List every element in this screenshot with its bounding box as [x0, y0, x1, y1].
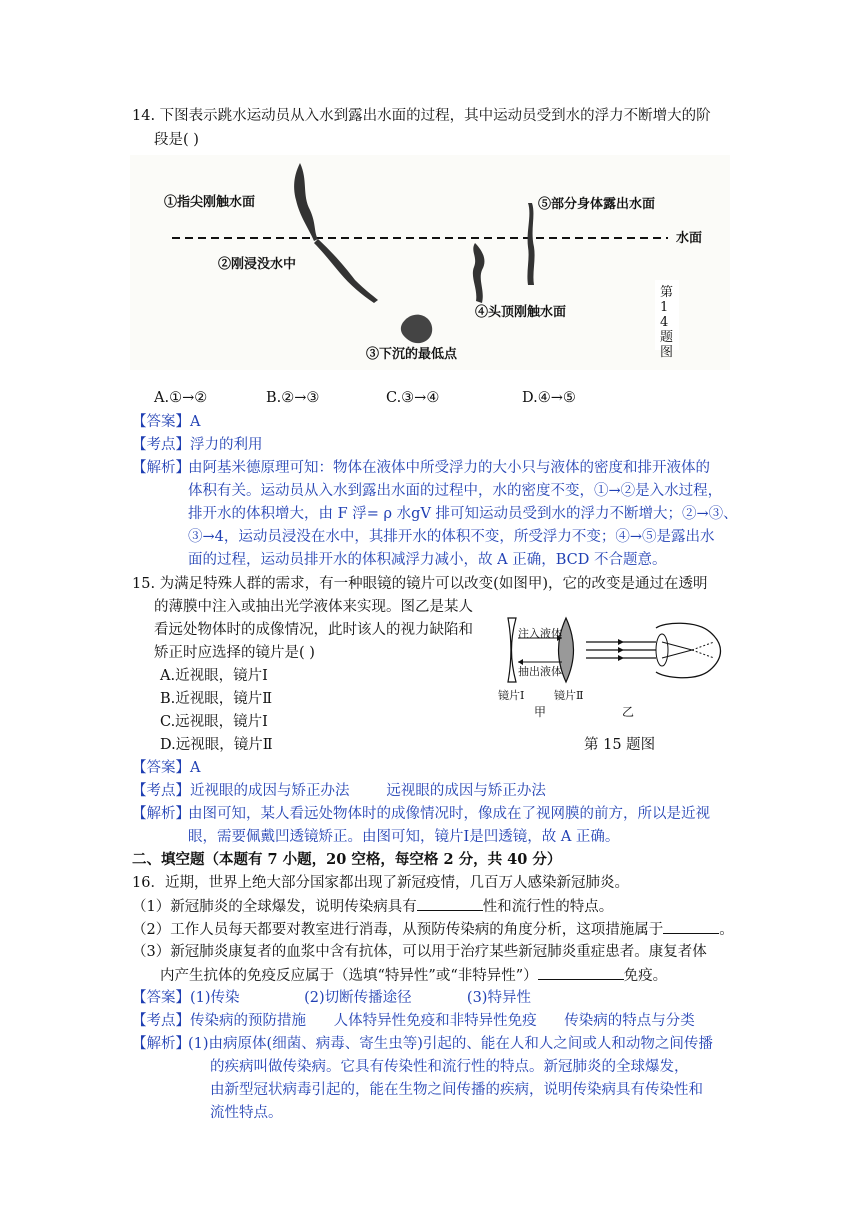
- q15-analysis-2: 眼，需要佩戴凹透镜矫正。由图可知，镜片Ⅰ是凹透镜，故 A 正确。: [188, 829, 620, 845]
- q14-analysis-1: 由阿基米德原理可知：物体在液体中所受浮力的大小只与液体的密度和排开液体的: [188, 460, 710, 476]
- label-4: ④头顶刚触水面: [475, 305, 567, 320]
- q14-stem-line1: 14. 下图表示跳水运动员从入水到露出水面的过程，其中运动员受到水的浮力不断增大的阶: [132, 108, 711, 124]
- q15-option-b: B.近视眼，镜片Ⅱ: [160, 691, 273, 707]
- q16-sub2: （2）工作人员每天都要对教室进行消毒，从预防传染病的角度分析，这项措施属于 。: [132, 919, 734, 940]
- diver-1: [294, 163, 318, 241]
- q16-point: 【考点】传染病的预防措施 人体特异性免疫和非特异性免疫 传染病的特点与分类: [132, 1013, 695, 1029]
- q15-stem-3: 看远处物体时的成像情况，此时该人的视力缺陷和: [154, 622, 473, 638]
- q14-stem-line2: 段是( ): [154, 132, 199, 148]
- lens-1-label: 镜片Ⅰ: [498, 689, 525, 702]
- q14-figure: [130, 155, 730, 370]
- q15-caption: 第 15 题图: [584, 737, 656, 753]
- q16-sub3-2: 内产生抗体的免疫反应属于（选填“特异性”或“非特异性”） 免疫。: [160, 965, 667, 986]
- diver-3: [401, 315, 432, 344]
- q15-stem-2: 的薄膜中注入或抽出光学液体来实现。图乙是某人: [154, 599, 473, 615]
- lens-1: [508, 618, 516, 682]
- q15-option-a: A.近视眼，镜片Ⅰ: [160, 668, 268, 684]
- yi-label: 乙: [622, 705, 635, 719]
- blank-1: [417, 896, 483, 911]
- q16-sub3-1: （3）新冠肺炎康复者的血浆中含有抗体，可以用于治疗某些新冠肺炎重症患者。康复者体: [132, 944, 707, 960]
- q15-point: 【考点】近视眼的成因与矫正办法 远视眼的成因与矫正办法: [132, 783, 546, 799]
- lens-2-label: 镜片Ⅱ: [554, 689, 584, 702]
- blank-2: [663, 919, 719, 934]
- q16-analysis-3: 由新型冠状病毒引起的，能在生物之间传播的疾病，说明传染病具有传染性和: [210, 1082, 703, 1098]
- diver-4: [473, 243, 485, 303]
- q16-analysis-1: (1)由病原体(细菌、病毒、寄生虫等)引起的、能在人和人之间或人和动物之间传播: [188, 1036, 713, 1052]
- diver-2: [314, 239, 378, 303]
- q14-analysis-5: 面的过程，运动员排开水的体积减浮力减小，故 A 正确，BCD 不合题意。: [188, 552, 667, 568]
- q15-answer: 【答案】A: [132, 760, 201, 776]
- q14-analysis-3: 排开水的体积增大，由 F 浮= ρ 水gV 排可知运动员受到水的浮力不断增大；②→③、: [188, 506, 738, 522]
- section-2-title: 二、填空题（本题有 7 小题，20 空格，每空格 2 分，共 40 分）: [132, 851, 562, 868]
- q15-option-d: D.远视眼，镜片Ⅱ: [160, 737, 273, 753]
- label-1: ①指尖刚触水面: [164, 195, 256, 210]
- blank-3: [538, 965, 624, 980]
- q15-figure: [496, 610, 730, 720]
- label-5: ⑤部分身体露出水面: [538, 197, 656, 212]
- q16-stem: 16．近期，世界上绝大部分国家都出现了新冠疫情，几百万人感染新冠肺炎。: [132, 875, 629, 891]
- inject-label: 注入液体: [518, 627, 562, 640]
- q14-point: 【考点】浮力的利用: [132, 437, 263, 453]
- q16-analysis-tag: 【解析】: [132, 1036, 190, 1052]
- q14-analysis-4: ③→4，运动员浸没在水中，其排开水的体积不变，所受浮力不变；④→⑤是露出水: [188, 529, 715, 545]
- extract-label: 抽出液体: [518, 665, 562, 678]
- label-3: ③下沉的最低点: [366, 347, 458, 362]
- q15-analysis-1: 由图可知，某人看远处物体时的成像情况时，像成在了视网膜的前方，所以是近视: [188, 806, 710, 822]
- q16-answer: 【答案】(1)传染 (2)切断传播途径 (3)特异性: [132, 990, 531, 1006]
- q15-stem-4: 矫正时应选择的镜片是( ): [154, 645, 315, 661]
- q15-stem-1: 15. 为满足特殊人群的需求，有一种眼镜的镜片可以改变(如图甲)，它的改变是通过在透明: [132, 576, 708, 592]
- q14-answer: 【答案】A: [132, 414, 201, 430]
- water-label: 水面: [676, 231, 703, 246]
- q16-analysis-4: 流性特点。: [210, 1105, 283, 1121]
- q14-option-d: D.④→⑤: [522, 390, 576, 406]
- q15-analysis-tag: 【解析】: [132, 806, 190, 822]
- q15-option-c: C.远视眼，镜片Ⅰ: [160, 714, 268, 730]
- q14-caption: 第14题图: [660, 285, 674, 360]
- diver-5: [527, 203, 534, 285]
- q16-analysis-2: 的疾病叫做传染病。它具有传染性和流行性的特点。新冠肺炎的全球爆发，: [210, 1059, 689, 1075]
- label-2: ②刚浸没水中: [218, 257, 297, 272]
- jia-label: 甲: [534, 705, 547, 719]
- q14-option-a: A.①→②: [154, 390, 208, 406]
- q14-option-c: C.③→④: [386, 390, 440, 406]
- q14-option-b: B.②→③: [266, 390, 320, 406]
- q16-sub1: （1）新冠肺炎的全球爆发，说明传染病具有 性和流行性的特点。: [132, 896, 613, 917]
- q14-analysis-2: 体积有关。运动员从入水到露出水面的过程中，水的密度不变，①→②是入水过程，: [188, 483, 723, 499]
- q14-analysis-tag: 【解析】: [132, 460, 190, 476]
